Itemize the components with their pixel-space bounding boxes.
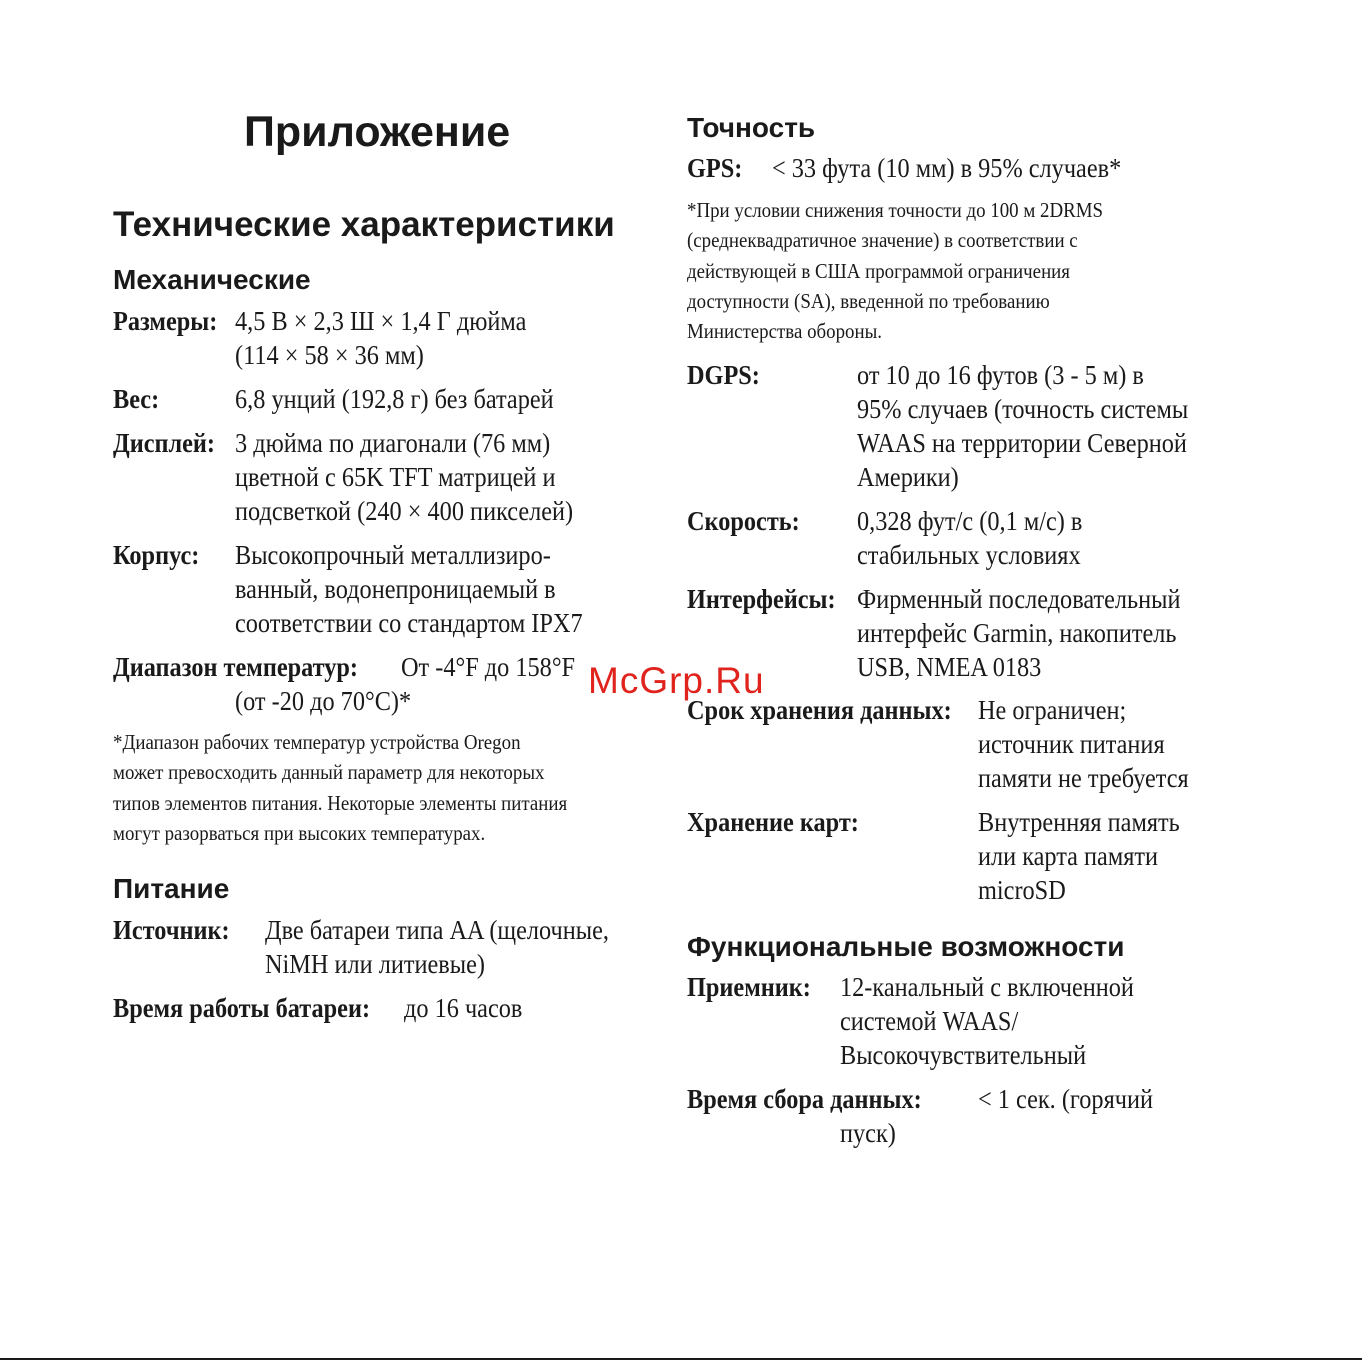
- spec-label: Приемник:: [687, 972, 811, 1002]
- spec-value: 6,8 унций (192,8 г) без батарей: [235, 384, 554, 414]
- temperature-footnote: *Диапазон рабочих температур устройства Oregon может превосходить данный параметр для некоторых типов элементов питания. Некоторые элементы питания могут разорваться при высоких температурах.: [113, 730, 568, 845]
- spec-value: от 10 до 16 футов (3 - 5 м) в 95% случаев (точность системы WAAS на территории Северной Америки): [857, 360, 1189, 492]
- spec-label: Хранение карт:: [687, 807, 859, 837]
- specs-heading: Технические характеристики: [113, 205, 615, 244]
- spec-label: Интерфейсы:: [687, 584, 836, 614]
- spec-value: < 1 сек. (горячий: [978, 1084, 1153, 1114]
- spec-value: 12-канальный с включенной системой WAAS/ Высокочувствительный: [840, 972, 1134, 1070]
- footer-rule: [0, 1358, 1362, 1360]
- spec-label: Время работы батареи:: [113, 993, 371, 1023]
- spec-label: Скорость:: [687, 506, 800, 536]
- spec-label: DGPS:: [687, 360, 760, 390]
- spec-value: 0,328 фут/с (0,1 м/с) в стабильных условиях: [857, 506, 1083, 570]
- spec-label: GPS:: [687, 153, 743, 183]
- gps-footnote: *При условии снижения точности до 100 м 2DRMS (среднеквадратичное значение) в соответствии с действующей в США программой ограничения доступности (SA), введенной по требованию Министерства обороны.: [687, 198, 1104, 344]
- page-title: Приложение: [244, 108, 511, 156]
- spec-label: Срок хранения данных:: [687, 695, 952, 725]
- spec-value: Не ограничен; источник питания памяти не требуется: [978, 695, 1189, 793]
- spec-value: Высокопрочный металлизиро- ванный, водонепроницаемый в соответствии со стандартом IPX7: [235, 540, 583, 638]
- spec-value: < 33 фута (10 мм) в 95% случаев*: [772, 153, 1122, 183]
- spec-value: 3 дюйма по диагонали (76 мм) цветной с 65K TFT матрицей и подсветкой (240 × 400 пикселей): [235, 428, 574, 526]
- spec-label: Корпус:: [113, 540, 200, 570]
- watermark: McGrp.Ru: [588, 660, 765, 701]
- spec-label: Источник:: [113, 915, 230, 945]
- accuracy-heading: Точность: [687, 112, 816, 143]
- spec-label: Время сбора данных:: [687, 1084, 922, 1114]
- spec-label: Размеры:: [113, 306, 218, 336]
- spec-value: Фирменный последовательный интерфейс Garmin, накопитель USB, NMEA 0183: [857, 584, 1181, 682]
- spec-value: Две батареи типа AA (щелочные, NiMH или литиевые): [265, 915, 609, 979]
- spec-value: до 16 часов: [404, 993, 523, 1023]
- spec-value: 4,5 В × 2,3 Ш × 1,4 Г дюйма (114 × 58 × 36 мм): [235, 306, 527, 370]
- features-heading: Функциональные возможности: [687, 931, 1125, 962]
- spec-value: пуск): [840, 1118, 896, 1148]
- spec-label: Дисплей:: [113, 428, 216, 458]
- spec-value: Внутренняя память или карта памяти microSD: [978, 807, 1180, 905]
- spec-value: (от -20 до 70°C)*: [235, 686, 412, 716]
- power-heading: Питание: [113, 873, 230, 904]
- spec-value: От -4°F до 158°F: [401, 652, 576, 682]
- spec-label: Вес:: [113, 384, 160, 414]
- mechanical-heading: Механические: [113, 264, 311, 295]
- spec-label: Диапазон температур:: [113, 652, 359, 682]
